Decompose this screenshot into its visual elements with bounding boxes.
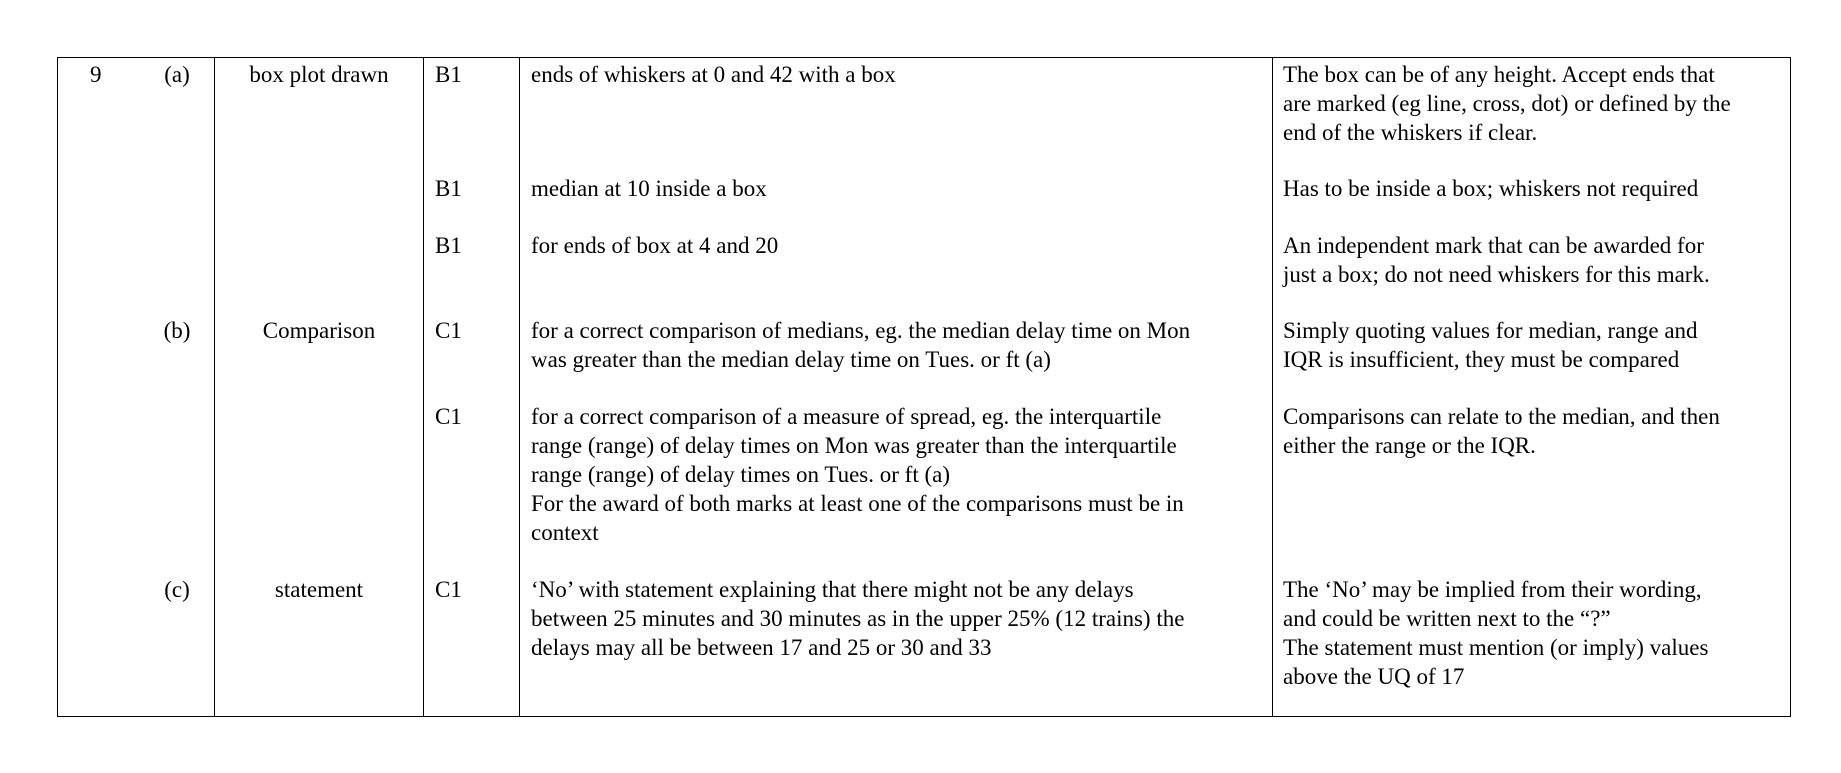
additional-guidance-line: Comparisons can relate to the median, and then — [1283, 404, 1720, 429]
guidance-line: median at 10 inside a box — [531, 176, 767, 201]
guidance-line: range (range) of delay times on Tues. or ft (a) — [531, 462, 950, 487]
guidance-line: range (range) of delay times on Mon was greater than the interquartile — [531, 433, 1177, 458]
additional-guidance-line: above the UQ of 17 — [1283, 664, 1465, 689]
additional-guidance-line: IQR is insufficient, they must be compared — [1283, 347, 1680, 372]
mark-code: B1 — [435, 233, 462, 258]
additional-guidance-line: are marked (eg line, cross, dot) or defined by the — [1283, 91, 1731, 116]
mark-scheme-table — [57, 57, 1791, 717]
guidance-line: ends of whiskers at 0 and 42 with a box — [531, 62, 896, 87]
additional-guidance-line: The statement must mention (or imply) values — [1283, 635, 1709, 660]
additional-guidance-line: either the range or the IQR. — [1283, 433, 1536, 458]
question-number: 9 — [90, 62, 102, 87]
additional-guidance-line: end of the whiskers if clear. — [1283, 120, 1538, 145]
guidance-line: For the award of both marks at least one of the comparisons must be in — [531, 491, 1184, 516]
column-divider — [1272, 58, 1273, 716]
guidance-line: for ends of box at 4 and 20 — [531, 233, 779, 258]
answer-text: box plot drawn — [249, 62, 389, 87]
additional-guidance-line: The box can be of any height. Accept ends that — [1283, 62, 1715, 87]
answer-text: Comparison — [262, 318, 376, 343]
guidance-line: context — [531, 520, 599, 545]
guidance-line: ‘No’ with statement explaining that there might not be any delays — [531, 577, 1134, 602]
mark-code: C1 — [435, 318, 462, 343]
guidance-line: between 25 minutes and 30 minutes as in the upper 25% (12 trains) the — [531, 606, 1185, 631]
additional-guidance-line: The ‘No’ may be implied from their wording, — [1283, 577, 1702, 602]
part-label: (a) — [164, 62, 190, 87]
mark-code: B1 — [435, 176, 462, 201]
mark-code: C1 — [435, 577, 462, 602]
guidance-line: for a correct comparison of medians, eg. the median delay time on Mon — [531, 318, 1191, 343]
answer-text: statement — [274, 577, 364, 602]
guidance-line: for a correct comparison of a measure of spread, eg. the interquartile — [531, 404, 1162, 429]
mark-code: C1 — [435, 404, 462, 429]
part-label: (b) — [163, 318, 191, 343]
additional-guidance-line: just a box; do not need whiskers for this mark. — [1283, 262, 1710, 287]
column-divider — [423, 58, 424, 716]
mark-code: B1 — [435, 62, 462, 87]
additional-guidance-line: An independent mark that can be awarded for — [1283, 233, 1704, 258]
guidance-line: delays may all be between 17 and 25 or 30 and 33 — [531, 635, 992, 660]
column-divider — [519, 58, 520, 716]
column-divider — [214, 58, 215, 716]
additional-guidance-line: Has to be inside a box; whiskers not required — [1283, 176, 1699, 201]
additional-guidance-line: Simply quoting values for median, range and — [1283, 318, 1698, 343]
part-label: (c) — [164, 577, 190, 602]
additional-guidance-line: and could be written next to the “?” — [1283, 606, 1611, 631]
guidance-line: was greater than the median delay time on Tues. or ft (a) — [531, 347, 1051, 372]
